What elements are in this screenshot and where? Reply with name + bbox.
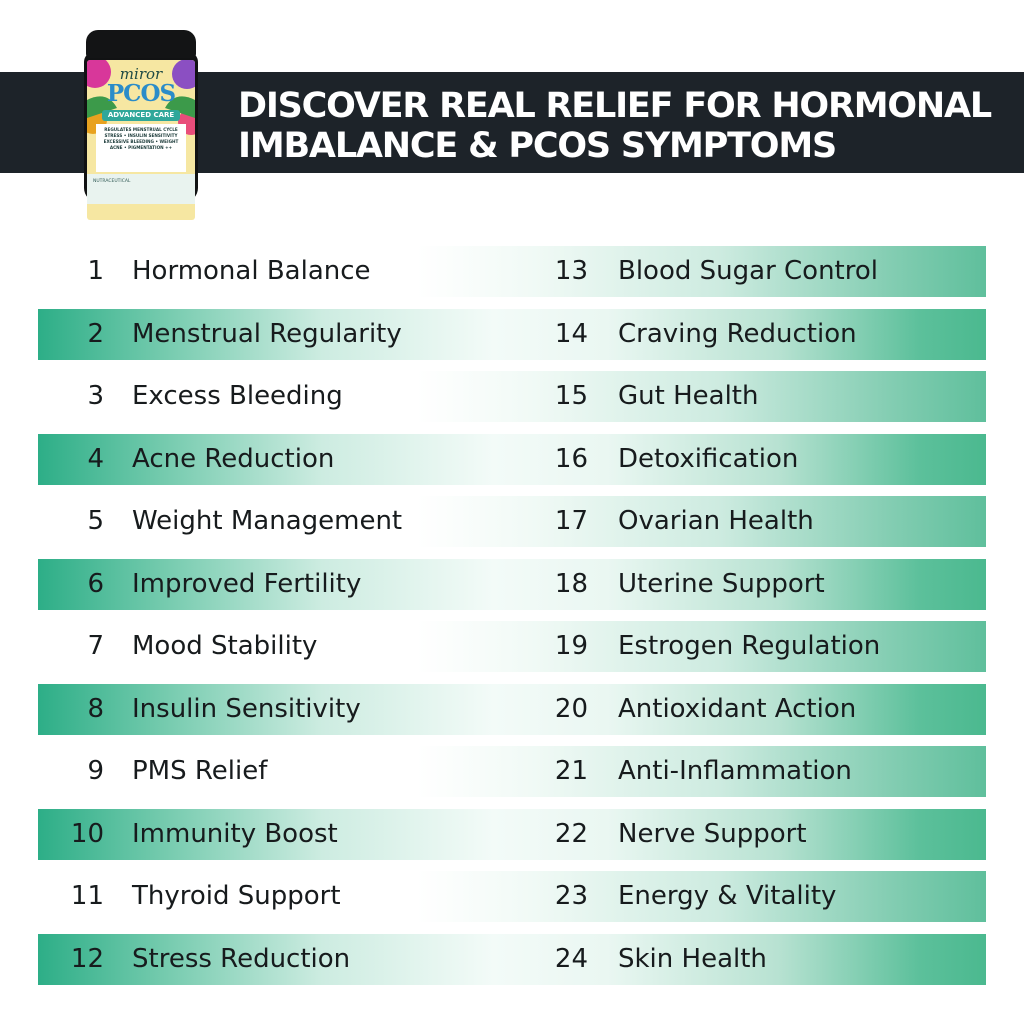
benefit-number: 8 [87,694,104,724]
jar-lid [86,30,196,58]
product-claim: STRESS • INSULIN SENSITIVITY [104,133,178,138]
benefit-number: 23 [554,881,588,911]
product-claim: REGULATES MENSTRUAL CYCLE [104,127,178,132]
benefit-number: 6 [87,569,104,599]
benefit-label: Hormonal Balance [132,256,371,286]
benefit-row [38,809,986,860]
benefit-row [38,746,986,797]
benefit-number: 14 [554,319,588,349]
title-line-2: IMBALANCE & PCOS SYMPTOMS [238,126,836,166]
benefit-label: Gut Health [618,381,759,411]
jar-label [87,60,195,220]
benefit-label: Energy & Vitality [618,881,837,911]
benefit-number: 22 [554,819,588,849]
benefit-number: 1 [87,256,104,286]
product-name: PCOS [106,80,176,107]
benefit-row [38,559,986,610]
benefit-label: Ovarian Health [618,506,814,536]
benefit-label: Stress Reduction [132,944,351,974]
benefit-label: Blood Sugar Control [618,256,878,286]
benefit-label: PMS Relief [132,756,268,786]
benefit-row [38,434,986,485]
benefit-row [38,684,986,735]
benefit-number: 9 [87,756,104,786]
benefit-label: Antioxidant Action [618,694,857,724]
benefit-number: 5 [87,506,104,536]
benefit-number: 10 [70,819,104,849]
benefit-number: 11 [70,881,104,911]
benefit-label: Uterine Support [618,569,825,599]
benefit-label: Thyroid Support [132,881,341,911]
benefit-number: 2 [87,319,104,349]
benefit-label: Craving Reduction [618,319,857,349]
product-tagline: ADVANCED CARE [102,110,180,121]
product-claim: EXCESSIVE BLEEDING • WEIGHT [103,139,179,144]
benefit-number: 15 [554,381,588,411]
benefit-label: Improved Fertility [132,569,362,599]
benefit-number: 24 [554,944,588,974]
benefit-row [38,246,986,297]
benefit-label: Skin Health [618,944,767,974]
benefit-label: Excess Bleeding [132,381,343,411]
benefit-number: 13 [554,256,588,286]
benefit-number: 20 [554,694,588,724]
benefit-label: Acne Reduction [132,444,335,474]
benefit-row [38,871,986,922]
benefit-label: Detoxification [618,444,799,474]
benefit-label: Immunity Boost [132,819,338,849]
benefit-number: 16 [554,444,588,474]
benefit-number: 19 [554,631,588,661]
benefit-label: Weight Management [132,506,403,536]
benefit-number: 12 [70,944,104,974]
product-brand: miror [119,65,163,83]
product-claims [96,124,186,172]
benefit-label: Menstrual Regularity [132,319,402,349]
product-claim: ACNE • PIGMENTATION ++ [109,145,173,150]
benefit-label: Anti-Inflammation [618,756,852,786]
benefit-number: 4 [87,444,104,474]
benefit-row [38,496,986,547]
benefit-row [38,934,986,985]
benefit-number: 21 [554,756,588,786]
benefit-label: Estrogen Regulation [618,631,881,661]
benefit-row [38,309,986,360]
benefit-number: 3 [87,381,104,411]
benefit-number: 17 [554,506,588,536]
product-jar-image [84,30,198,202]
benefit-number: 18 [554,569,588,599]
benefit-row [38,621,986,672]
page-title [238,86,1018,166]
benefit-label: Insulin Sensitivity [132,694,361,724]
benefit-label: Mood Stability [132,631,318,661]
benefit-label: Nerve Support [618,819,807,849]
product-footer: NUTRACEUTICAL [87,174,195,204]
benefit-row [38,371,986,422]
benefit-number: 7 [87,631,104,661]
title-line-1: DISCOVER REAL RELIEF FOR HORMONAL [238,86,991,126]
